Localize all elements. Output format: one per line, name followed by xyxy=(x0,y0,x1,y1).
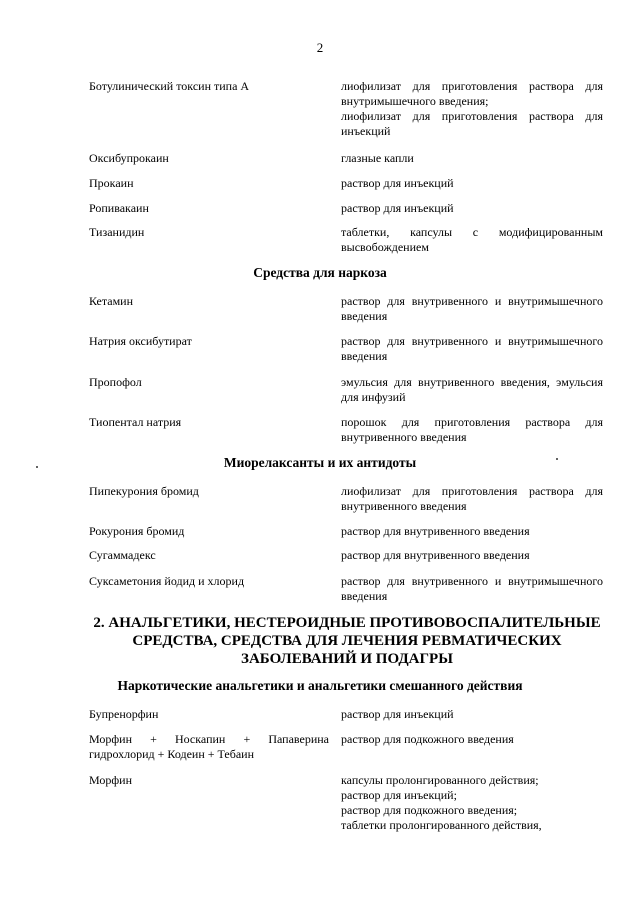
dosage-form: лиофилизат для приготовления раствора для внутривенного введения xyxy=(341,484,603,513)
chapter-heading xyxy=(89,614,605,668)
dosage-form xyxy=(341,773,603,833)
drug-name: Бупренорфин xyxy=(89,707,159,721)
dosage-form-line: лиофилизат для приготовления раствора для внутримышечного введения; xyxy=(341,79,603,108)
dosage-form: эмульсия для внутривенного введения, эмульсия для инфузий xyxy=(341,375,603,404)
dosage-form: порошок для приготовления раствора для внутривенного введения xyxy=(341,415,603,444)
dosage-form-line: капсулы пролонгированного действия; xyxy=(341,773,539,787)
dosage-form: раствор для внутривенного и внутримышечного введения xyxy=(341,294,603,323)
section-title: Наркотические анальгетики и анальгетики смешанного действия xyxy=(117,678,523,693)
section-title: Миорелаксанты и их антидоты xyxy=(223,455,417,470)
drug-name: Тиопентал натрия xyxy=(89,415,182,429)
dosage-form-line: раствор для подкожного введения; xyxy=(341,803,518,817)
chapter-heading-line: ЗАБОЛЕВАНИЙ И ПОДАГРЫ xyxy=(241,651,453,667)
drug-name: Тизанидин xyxy=(89,225,145,239)
drug-name: Сугаммадекс xyxy=(89,548,156,562)
chapter-heading-line: 2. АНАЛЬГЕТИКИ, НЕСТЕРОИДНЫЕ ПРОТИВОВОСПАЛИТЕЛЬНЫЕ xyxy=(93,615,601,631)
dosage-form: раствор для внутривенного и внутримышечного введения xyxy=(341,574,603,603)
drug-name: Суксаметония йодид и хлорид xyxy=(89,574,245,588)
drug-name: Пипекурония бромид xyxy=(89,484,199,498)
dosage-form: раствор для инъекций xyxy=(341,176,454,190)
dosage-form-line: таблетки пролонгированного действия, xyxy=(341,818,542,832)
dosage-form: раствор для подкожного введения xyxy=(341,732,514,746)
drug-name: Рокурония бромид xyxy=(89,524,185,538)
scan-speck xyxy=(556,458,558,460)
drug-name: Прокаин xyxy=(89,176,134,190)
drug-name: Оксибупрокаин xyxy=(89,151,169,165)
drug-name: Натрия оксибутират xyxy=(89,334,192,348)
dosage-form-line: лиофилизат для приготовления раствора для инъекций xyxy=(341,109,603,138)
drug-name: Ропивакаин xyxy=(89,201,149,215)
dosage-form: раствор для внутривенного введения xyxy=(341,548,530,562)
section-title: Средства для наркоза xyxy=(253,265,387,280)
dosage-form: глазные капли xyxy=(341,151,414,165)
drug-name xyxy=(89,732,329,762)
dosage-form: таблетки, капсулы с модифицированным высвобождением xyxy=(341,225,603,254)
drug-name: Морфин xyxy=(89,773,132,787)
drug-name: Кетамин xyxy=(89,294,134,308)
dosage-form: раствор для инъекций xyxy=(341,201,454,215)
dosage-form: раствор для внутривенного и внутримышечного введения xyxy=(341,334,603,363)
drug-name-line: Морфин + Носкапин + Папаверина xyxy=(89,732,329,746)
dosage-form-line: раствор для инъекций; xyxy=(341,788,457,802)
page-number: 2 xyxy=(316,40,324,55)
drug-name: Ботулинический токсин типа А xyxy=(89,79,250,93)
dosage-form: раствор для инъекций xyxy=(341,707,454,721)
dosage-form xyxy=(341,79,603,139)
scan-speck xyxy=(36,466,38,468)
dosage-form: раствор для внутривенного введения xyxy=(341,524,530,538)
drug-name: Пропофол xyxy=(89,375,142,389)
chapter-heading-line: СРЕДСТВА, СРЕДСТВА ДЛЯ ЛЕЧЕНИЯ РЕВМАТИЧЕСКИХ xyxy=(132,633,562,649)
drug-name-line: гидрохлорид + Кодеин + Тебаин xyxy=(89,747,255,761)
